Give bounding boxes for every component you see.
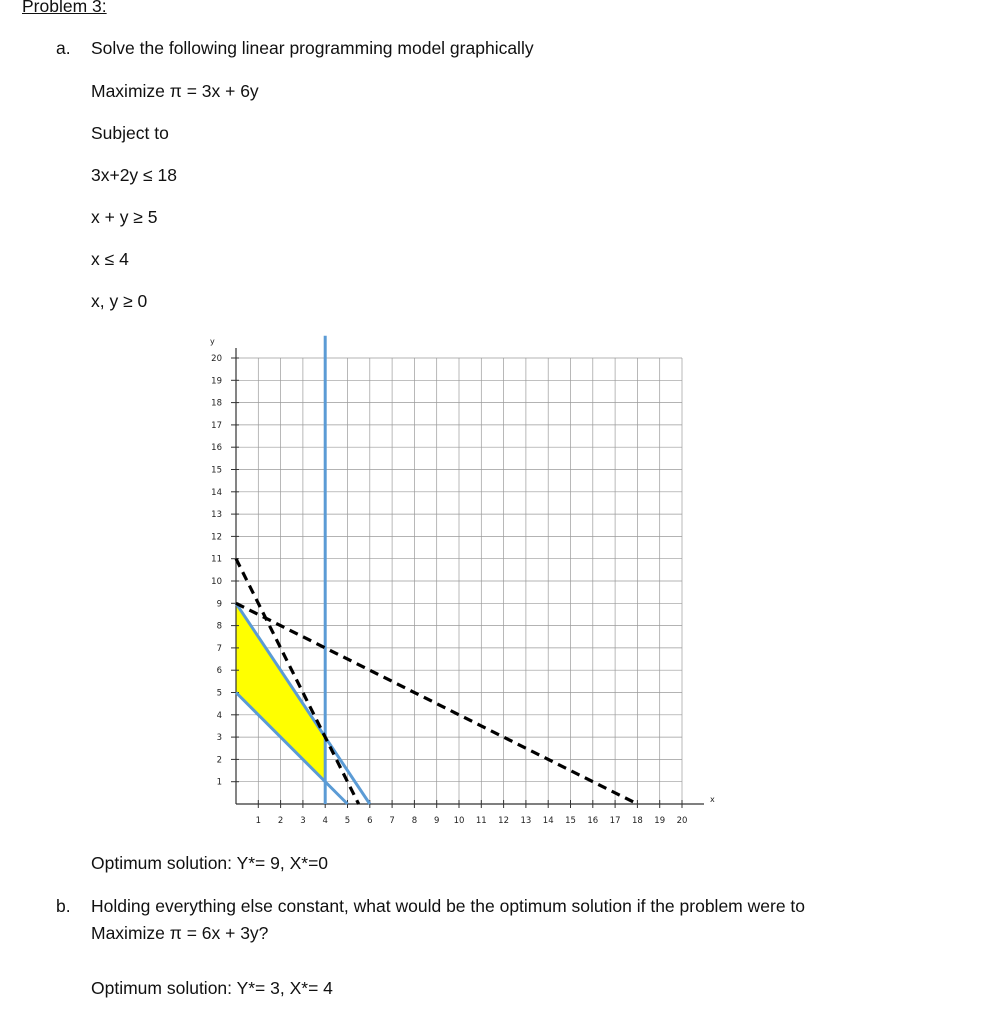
y-tick-label: 7: [216, 643, 222, 654]
part-a-marker: a.: [56, 38, 71, 58]
y-tick-label: 15: [211, 465, 222, 476]
x-tick-label: 2: [277, 816, 284, 826]
y-tick-label: 12: [211, 532, 222, 543]
constraint-2: x + y ≥ 5: [91, 207, 158, 227]
x-tick-label: 14: [542, 816, 554, 826]
x-tick-label: 1: [255, 816, 262, 826]
x-tick-label: 4: [322, 816, 328, 826]
part-a-answer: Optimum solution: Y*= 9, X*=0: [91, 853, 329, 873]
y-tick-label: 18: [211, 398, 222, 409]
y-axis-label: y: [210, 337, 215, 346]
constraint-3: x ≤ 4: [91, 249, 129, 269]
y-tick-label: 10: [211, 577, 222, 587]
y-tick-label: 17: [211, 420, 222, 431]
y-tick-label: 11: [211, 554, 222, 565]
x-tick-label: 7: [389, 816, 395, 826]
x-tick-label: 20: [676, 816, 688, 826]
y-tick-label: 8: [216, 621, 222, 632]
x-tick-label: 3: [300, 816, 306, 826]
lp-graph: [190, 330, 730, 840]
y-tick-label: 5: [216, 688, 222, 699]
y-tick-label: 3: [216, 733, 222, 744]
y-tick-label: 13: [211, 510, 222, 521]
problem-heading: Problem 3:: [22, 0, 107, 16]
x-tick-label: 10: [453, 816, 465, 826]
x-tick-label: 19: [654, 816, 666, 826]
x-tick-label: 9: [433, 816, 440, 826]
y-tick-label: 1: [216, 777, 222, 788]
y-tick-label: 14: [211, 487, 222, 498]
x-tick-label: 11: [475, 816, 487, 826]
x-tick-label: 12: [498, 816, 510, 826]
x-tick-label: 16: [587, 816, 599, 826]
x-tick-label: 18: [631, 816, 643, 826]
part-b-question-line2: Maximize π = 6x + 3y?: [91, 923, 269, 943]
x-tick-label: 15: [565, 816, 576, 826]
y-tick-label: 19: [211, 376, 222, 387]
y-tick-label: 9: [216, 599, 222, 610]
objective-function: Maximize π = 3x + 6y: [91, 81, 259, 101]
part-b-answer: Optimum solution: Y*= 3, X*= 4: [91, 978, 333, 998]
x-tick-label: 17: [609, 816, 621, 826]
x-tick-label: 5: [344, 816, 351, 826]
constraint-4: x, y ≥ 0: [91, 291, 148, 311]
y-tick-label: 4: [216, 710, 222, 721]
x-tick-label: 8: [411, 816, 418, 826]
y-tick-label: 6: [216, 666, 222, 677]
y-tick-label: 20: [211, 354, 222, 364]
x-axis-label: x: [710, 795, 715, 804]
part-b-marker: b.: [56, 896, 71, 916]
part-b-question-line1: Holding everything else constant, what would be the optimum solution if the problem were to: [91, 896, 806, 916]
constraint-1: 3x+2y ≤ 18: [91, 165, 177, 185]
x-tick-label: 6: [367, 816, 373, 826]
y-tick-label: 2: [216, 755, 222, 766]
y-tick-label: 16: [211, 443, 222, 454]
x-tick-label: 13: [520, 816, 532, 826]
part-a-question: Solve the following linear programming model graphically: [91, 38, 534, 58]
subject-to-label: Subject to: [91, 123, 169, 143]
